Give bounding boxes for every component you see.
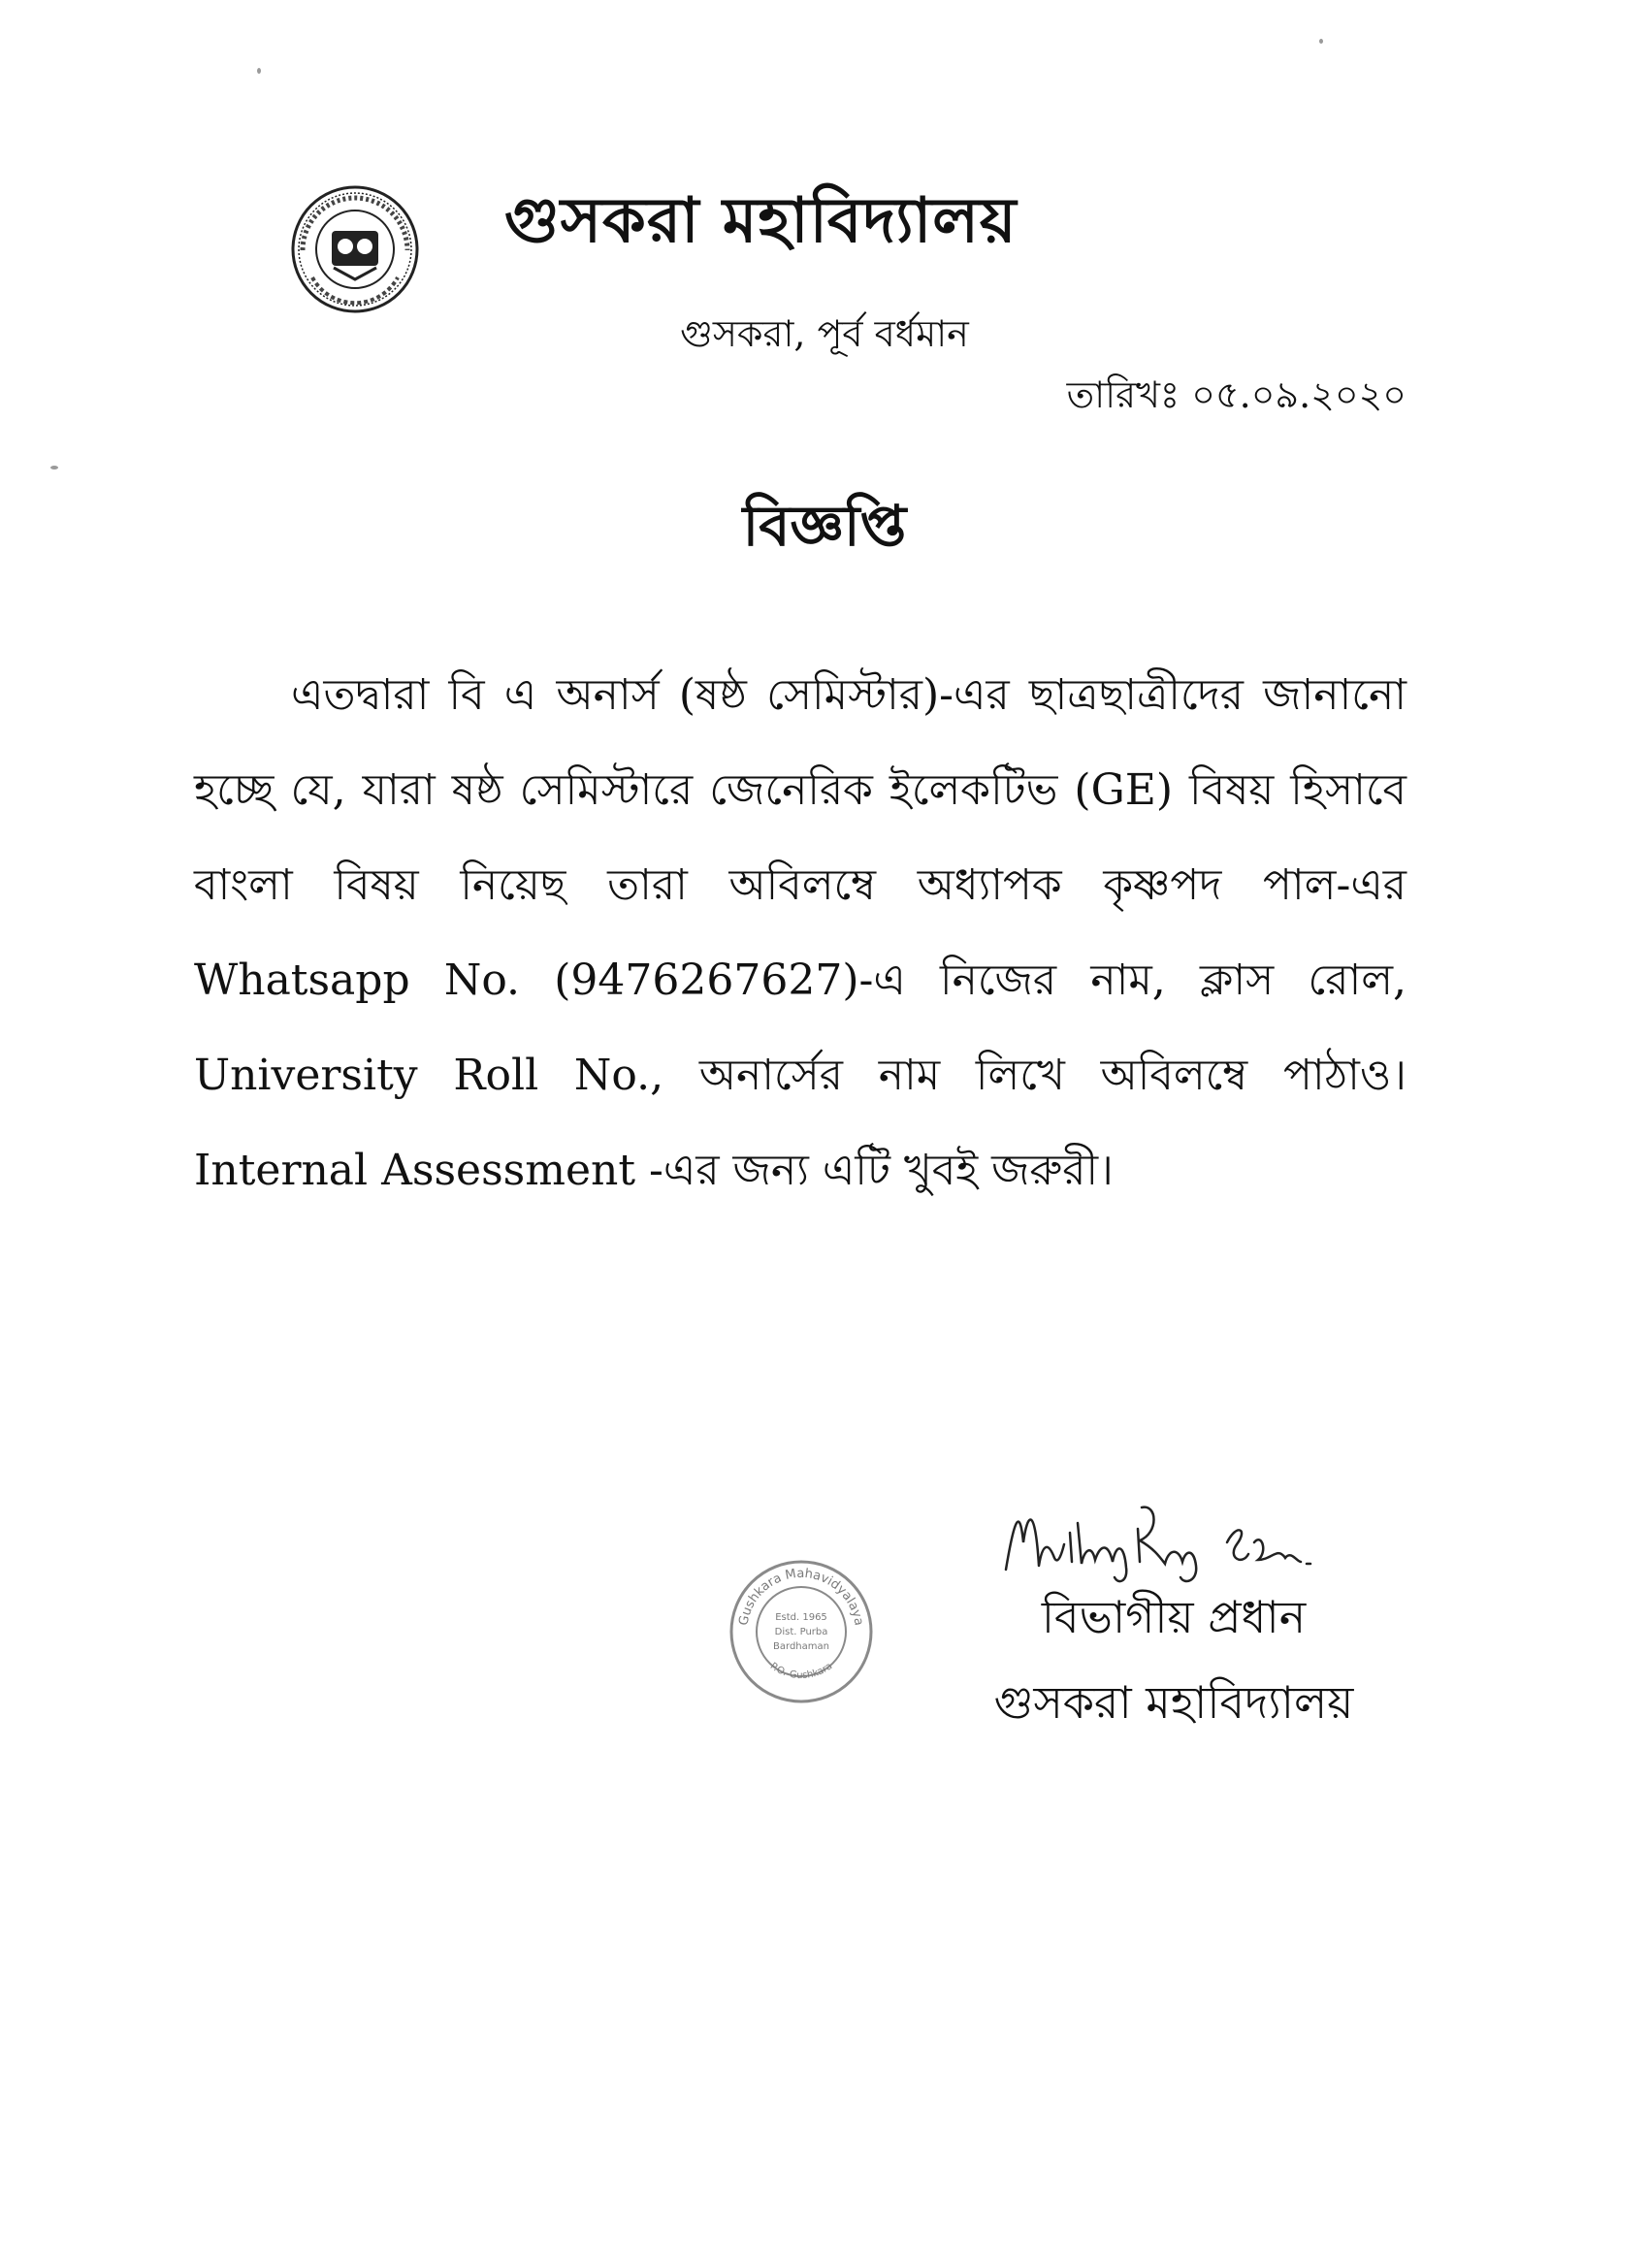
college-logo-seal [283, 182, 427, 316]
stamp-center-line: Estd. 1965 [775, 1612, 827, 1623]
scan-speck [50, 466, 58, 470]
scan-speck [257, 68, 261, 74]
notice-heading: বিজ্ঞপ্তি [742, 493, 907, 559]
stamp-ring-text: Gushkara Mahavidyalaya [736, 1566, 866, 1627]
signatory-college: গুসকরা মহাবিদ্যালয় [993, 1676, 1354, 1729]
office-stamp [726, 1556, 877, 1707]
signatory-designation: বিভাগীয় প্রধান [1041, 1591, 1307, 1643]
handwritten-signature [994, 1484, 1382, 1591]
scan-speck [1319, 39, 1323, 44]
stamp-bottom-text: P.O.-Gushkara [767, 1661, 835, 1682]
svg-text:P.O.-Gushkara [768, 1661, 834, 1681]
college-address: গুসকরা, পূর্ব বর্ধমান [680, 312, 969, 355]
stamp-center-line: Dist. Purba [774, 1627, 828, 1637]
notice-body-paragraph: এতদ্বারা বি এ অনার্স (ষষ্ঠ সেমিস্টার)-এর ছাত্রছাত্রীদের জানানো হচ্ছে যে, যারা ষষ্ঠ সেমিস্টারে জেনেরিক ইলেকটিভ (GE) বিষয় হিসাবে বাংলা বিষয় নিয়েছ তারা অবিলম্বে অধ্যাপক কৃষ্ণপদ পাল-এর Whatsapp No. (9476267627)-এ নিজের নাম, ক্লাস রোল, University Roll No., অনার্সের নাম লিখে অবিলম্বে পাঠাও। Internal Assessment -এর জন্য এটি খুবই জরুরী। [194, 670, 1406, 1195]
stamp-center-line: Bardhaman [773, 1641, 829, 1652]
notice-date: তারিখঃ ০৫.০৯.২০২০ [1066, 373, 1406, 416]
college-title: গুসকরা মহাবিদ্যালয় [504, 184, 1018, 257]
